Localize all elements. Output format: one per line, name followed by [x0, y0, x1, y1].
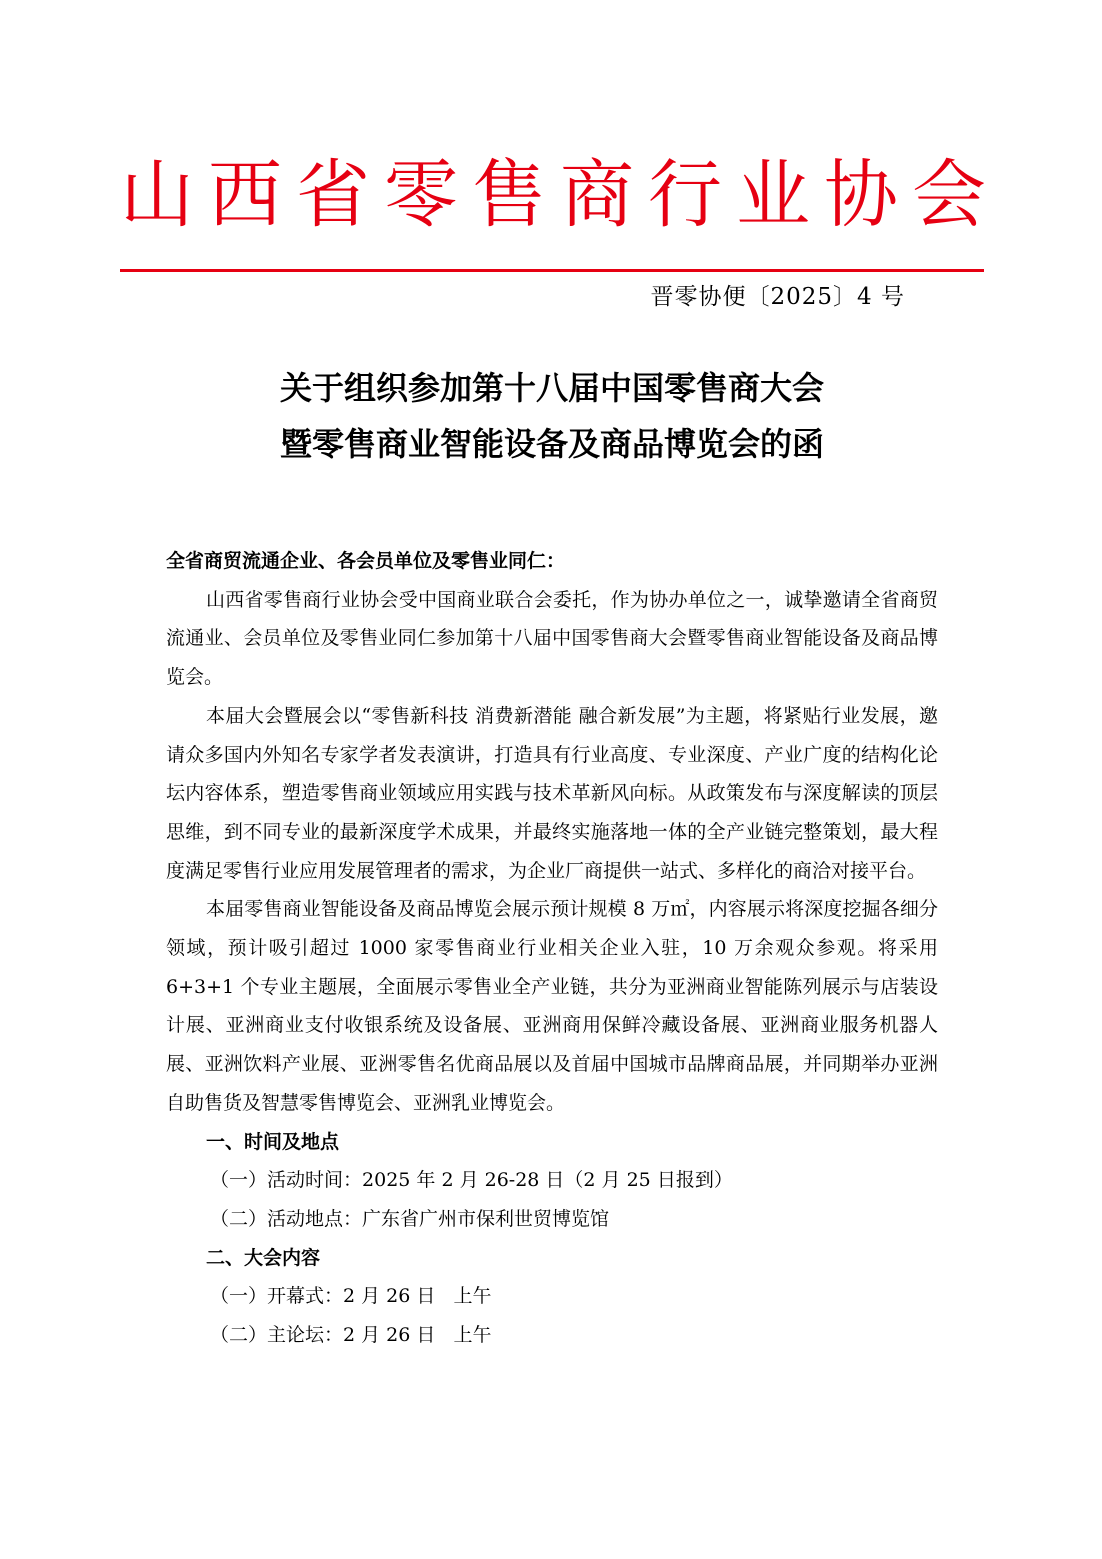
- letterhead-divider: [120, 269, 984, 272]
- item-label: （二）活动地点：: [210, 1207, 363, 1230]
- list-item-main-forum: [166, 1316, 938, 1355]
- list-item-opening-ceremony: [166, 1277, 938, 1316]
- body-paragraph-3: 本届零售商业智能设备及商品博览会展示预计规模 8 万㎡，内容展示将深度挖掘各细分领域，预计吸引超过 1000 家零售商业行业相关企业入驻，10 万余观众参观。将采用 6+3+1 个专业主题展，全面展示零售业全产业链，共分为亚洲商业智能陈列展示与店装设计展、亚洲商业支付收银系统及设备展、亚洲商用保鲜冷藏设备展、亚洲商业服务机器人展、亚洲饮料产业展、亚洲零售名优商品展以及首届中国城市品牌商品展，并同期举办亚洲自助售货及智慧零售博览会、亚洲乳业博览会。: [166, 898, 938, 1114]
- section-heading-time-place: 一、时间及地点: [206, 1130, 340, 1153]
- item-value: 2025 年 2 月 26-28 日（2 月 25 日报到）: [362, 1169, 733, 1192]
- document-title: [120, 360, 984, 472]
- item-label: （一）开幕式：: [210, 1285, 344, 1308]
- document-body: [166, 542, 938, 1355]
- letterhead-org-name: 山西省零售商行业协会: [120, 152, 1000, 238]
- body-paragraph-1: 山西省零售商行业协会受中国商业联合会委托，作为协办单位之一，诚挚邀请全省商贸流通业、会员单位及零售业同仁参加第十八届中国零售商大会暨零售商业智能设备及商品博览会。: [166, 588, 938, 689]
- item-label: （二）主论坛：: [210, 1324, 344, 1347]
- document-title-line-2: 暨零售商业智能设备及商品博览会的函: [279, 425, 824, 463]
- item-value: 2 月 26 日 上午: [343, 1285, 492, 1308]
- list-item-event-venue: [166, 1200, 938, 1239]
- item-label: （一）活动时间：: [210, 1169, 363, 1192]
- list-item-event-time: [166, 1161, 938, 1200]
- document-title-line-1: 关于组织参加第十八届中国零售商大会: [279, 369, 824, 407]
- item-value: 2 月 26 日 上午: [343, 1324, 492, 1347]
- body-paragraph-2: 本届大会暨展会以“零售新科技 消费新潜能 融合新发展”为主题，将紧贴行业发展，邀请众多国内外知名专家学者发表演讲，打造具有行业高度、专业深度、产业广度的结构化论坛内容体系，塑造零售商业领域应用实践与技术革新风向标。从政策发布与深度解读的顶层思维，到不同专业的最新深度学术成果，并最终实施落地一体的全产业链完整策划，最大程度满足零售行业应用发展管理者的需求，为企业厂商提供一站式、多样化的商洽对接平台。: [166, 704, 938, 882]
- section-heading-conference-content: 二、大会内容: [206, 1246, 321, 1269]
- document-number: 晋零协便〔2025〕4 号: [650, 284, 905, 310]
- item-value: 广东省广州市保利世贸博览馆: [362, 1207, 610, 1230]
- salutation: 全省商贸流通企业、各会员单位及零售业同仁：: [166, 550, 566, 572]
